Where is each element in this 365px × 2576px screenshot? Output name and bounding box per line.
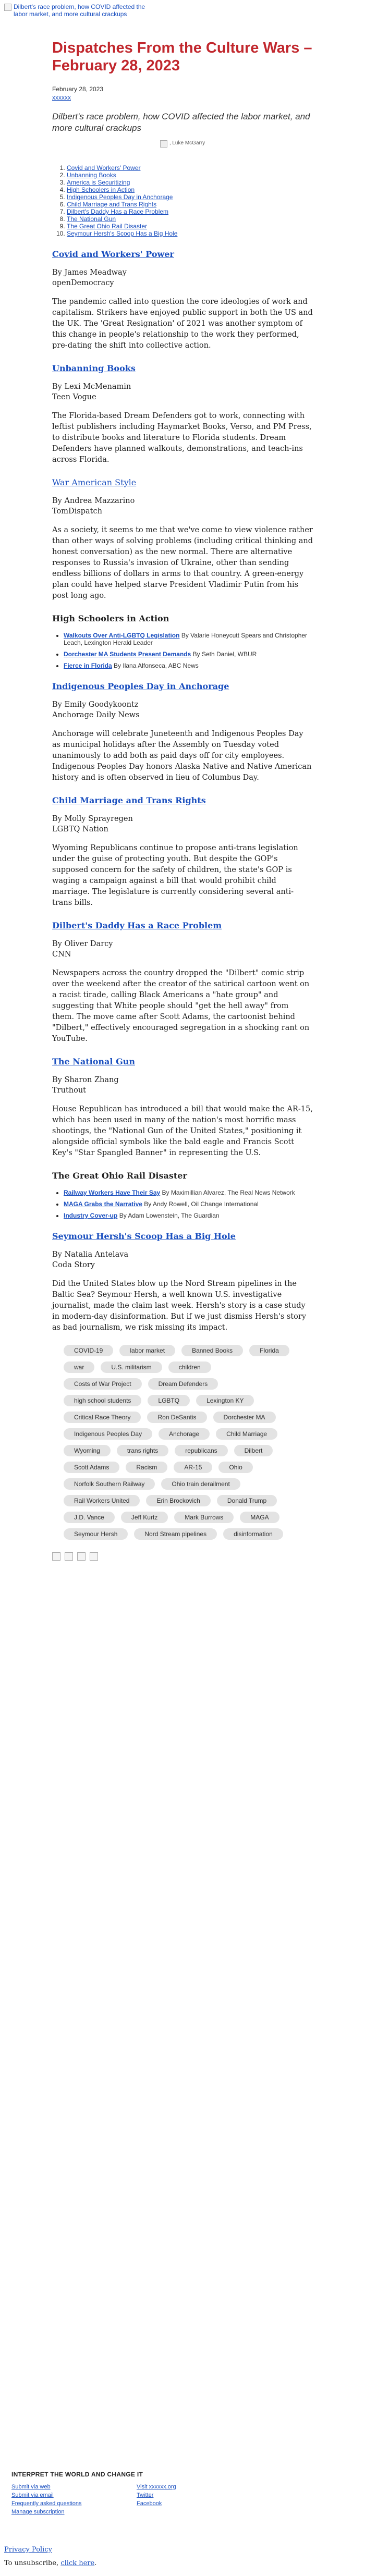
article-author: By Molly Sprayregen (52, 815, 133, 823)
article-link[interactable]: Industry Cover-up (64, 1212, 118, 1219)
author-link[interactable]: xxxxxx (52, 94, 71, 101)
table-of-contents (52, 164, 313, 237)
link-list-ohio (52, 1189, 313, 1219)
toc-link[interactable]: Child Marriage and Trans Rights (67, 201, 157, 208)
article-author: By Natalia Antelava (52, 1250, 129, 1259)
banner-alt-text: Dilbert's race problem, how COVID affected the labor market, and more cultural crackups (14, 3, 145, 18)
unsubscribe-text: To unsubscribe, (4, 2559, 61, 2567)
list-item (64, 662, 313, 669)
toc-link[interactable]: Seymour Hersh's Scoop Has a Big Hole (67, 230, 178, 237)
article-body: Wyoming Republicans continue to propose anti-trans legislation under the guise of protecting youth. But despite the GOP's supposed concern for the safety of children, the state's GOP is waging a campaign against a bill that would prohibit child marriage. The legislature is currently considering several anti-trans bills. (52, 844, 298, 907)
article-link[interactable]: MAGA Grabs the Narrative (64, 1200, 142, 1208)
newsletter-column (52, 39, 313, 1561)
fine-print (4, 2545, 96, 2568)
footer-link[interactable]: Visit xxxxxx.org (137, 2484, 176, 2490)
post-date: February 28, 2023 (52, 85, 104, 93)
link-source: By Andy Rowell, Oil Change International (144, 1200, 259, 1208)
article-title-unbanning[interactable]: Unbanning Books (52, 363, 136, 373)
email-icon[interactable] (77, 1552, 86, 1561)
intro-text: Dilbert's race problem, how COVID affected the labor market, and more cultural crackups (52, 112, 310, 133)
tag-pill[interactable]: Banned Books (181, 1345, 243, 1356)
tag-pill[interactable]: Costs of War Project (64, 1378, 142, 1390)
tag-pill[interactable]: Donald Trump (217, 1495, 277, 1506)
toc-link[interactable]: Unbanning Books (67, 171, 116, 179)
tag-pill[interactable]: trans rights (117, 1445, 168, 1456)
article-author: By Sharon Zhang (52, 1076, 119, 1084)
photo-credit: , Luke McGarry (169, 140, 205, 146)
tag-pill[interactable]: Nord Stream pipelines (134, 1528, 217, 1540)
article-outlet: CNN (52, 950, 71, 959)
article-body: As a society, it seems to me that we've come to view violence rather than other ways of solving problems (including critical thinking and honest conversation) as the new normal. There are alternative responses to Russia's invasion of Ukraine, other than sending endless billions of dollars in arms to that country. A green-energy plan could have helped starve President Vladimir Putin from his post long ago. (52, 526, 313, 600)
tag-pill[interactable]: Child Marriage (216, 1428, 277, 1440)
article-body: The Florida-based Dream Defenders got to work, connecting with leftist publishers including Haymarket Books, Verso, and PM Press, to distribute books and literature to Florida students. Dream Defenders have planned walkouts, demonstrations, and teach-ins across Florida. (52, 412, 312, 464)
footer-link[interactable]: Submit via web (11, 2484, 51, 2490)
tag-pill[interactable]: Ohio (218, 1462, 252, 1473)
article-author: By James Meadway (52, 268, 127, 277)
tag-pill[interactable]: Seymour Hersh (64, 1528, 128, 1540)
tag-pill[interactable]: Critical Race Theory (64, 1412, 141, 1423)
tag-pill[interactable]: high school students (64, 1395, 141, 1406)
article-author: By Lexi McMenamin (52, 383, 131, 391)
tag-pill[interactable]: Dream Defenders (148, 1378, 218, 1390)
list-item (64, 1212, 313, 1219)
article-outlet: Anchorage Daily News (52, 711, 140, 719)
tag-pill[interactable]: Norfolk Southern Railway (64, 1478, 155, 1490)
tag-pill[interactable]: Racism (126, 1462, 167, 1473)
broken-image-icon (4, 4, 11, 11)
toc-link[interactable]: The Great Ohio Rail Disaster (67, 223, 148, 230)
article-title-indigenous[interactable]: Indigenous Peoples Day in Anchorage (52, 681, 229, 691)
footer-empty (137, 2508, 262, 2516)
tag-pill[interactable]: Indigenous Peoples Day (64, 1428, 152, 1440)
twitter-icon[interactable] (65, 1552, 73, 1561)
link-source: By Valarie Honeycutt Spears and Christopher Leach, Lexington Herald Leader (64, 632, 308, 646)
tag-pill[interactable]: Jeff Kurtz (121, 1512, 168, 1523)
tag-pill[interactable]: COVID-19 (64, 1345, 113, 1356)
list-item (64, 651, 313, 658)
link-source: By Ilana Alfonseca, ABC News (114, 662, 199, 669)
footer-links (11, 2483, 293, 2516)
tag-pill[interactable]: Scott Adams (64, 1462, 119, 1473)
article-author: By Oliver Darcy (52, 940, 113, 948)
article-body: House Republican has introduced a bill that would make the AR-15, which has been used in many of the nation's most horrific mass shootings, the "National Gun of the United States," positioning it alongside official symbols like the bald eagle and Francis Scott Key's "Star Spangled Banner" in representing the U.S. (52, 1105, 313, 1157)
tag-pill[interactable]: Anchorage (159, 1428, 210, 1440)
article-outlet: LGBTQ Nation (52, 825, 108, 833)
tag-pill[interactable]: Wyoming (64, 1445, 111, 1456)
tag-pill[interactable]: Florida (249, 1345, 289, 1356)
footer-link[interactable]: Facebook (137, 2500, 162, 2507)
article-outlet: Truthout (52, 1086, 87, 1095)
tag-pill[interactable]: Ohio train derailment (161, 1478, 240, 1490)
share-icon[interactable] (90, 1552, 98, 1561)
social-icons (52, 1552, 313, 1561)
article-body: The pandemic called into question the core ideologies of work and capitalism. Strikers have enjoyed public support in both the US and the UK. The 'Great Resignation' of 2021 was another symptom of this change in people's relationship to the work they performed, pre-dating the shift into collective action. (52, 298, 313, 350)
footer-heading: INTERPRET THE WORLD AND CHANGE IT (11, 2471, 143, 2478)
tag-pill[interactable]: children (168, 1361, 211, 1373)
article-outlet: Teen Vogue (52, 393, 96, 401)
broken-image-icon (160, 140, 167, 148)
article-link[interactable]: Walkouts Over Anti-LGBTQ Legislation (64, 632, 180, 639)
toc-link[interactable]: Covid and Workers' Power (67, 164, 141, 171)
banner-image (4, 3, 161, 18)
article-link[interactable]: Fierce in Florida (64, 662, 112, 669)
footer (11, 2471, 293, 2516)
article-author: By Andrea Mazzarino (52, 497, 135, 505)
tag-pill[interactable]: U.S. militarism (101, 1361, 162, 1373)
link-source: By Maximillian Alvarez, The Real News Network (162, 1189, 295, 1196)
tag-pill[interactable]: Mark Burrows (174, 1512, 234, 1523)
section-heading-ohio: The Great Ohio Rail Disaster (52, 1171, 187, 1181)
article-outlet: openDemocracy (52, 279, 114, 287)
tag-cloud (64, 1345, 293, 1540)
tag-pill[interactable]: J.D. Vance (64, 1512, 115, 1523)
footer-link[interactable]: Submit via email (11, 2492, 54, 2498)
unsubscribe-suffix: . (94, 2559, 97, 2567)
toc-link[interactable]: America is Securitizing (67, 179, 130, 186)
tag-pill[interactable]: Rail Workers United (64, 1495, 140, 1506)
footer-link[interactable]: Manage subscription (11, 2509, 65, 2515)
footer-link[interactable]: Frequently asked questions (11, 2500, 82, 2507)
article-body: Newspapers across the country dropped the "Dilbert" comic strip over the weekend after the creator of the satirical cartoon went on a racist tirade, calling Black Americans a "hate group" and suggesting that White people should "get the hell away" from them. The move came after Scott Adams, the cartoonist behind "Dilbert," effectively encouraged segregation in a shocking rant on YouTube. (52, 969, 310, 1043)
tag-pill[interactable]: LGBTQ (148, 1395, 190, 1406)
tag-pill[interactable]: labor market (119, 1345, 175, 1356)
tag-pill[interactable]: MAGA (240, 1512, 279, 1523)
tag-pill[interactable]: AR-15 (174, 1462, 212, 1473)
toc-link[interactable]: Dilbert's Daddy Has a Race Problem (67, 208, 169, 215)
list-item (64, 1200, 313, 1208)
article-author: By Emily Goodykoontz (52, 701, 139, 709)
toc-link[interactable]: The National Gun (67, 215, 116, 223)
link-list-highschool (52, 632, 313, 669)
article-link[interactable]: Railway Workers Have Their Say (64, 1189, 161, 1196)
toc-link[interactable]: High Schoolers in Action (67, 186, 135, 193)
tag-pill[interactable]: Ron DeSantis (147, 1412, 206, 1423)
article-outlet: TomDispatch (52, 507, 102, 516)
tag-pill[interactable]: republicans (175, 1445, 227, 1456)
unsubscribe-link[interactable]: click here (60, 2559, 95, 2567)
header-photo (154, 140, 211, 155)
article-link[interactable]: Dorchester MA Students Present Demands (64, 651, 191, 658)
article-title-dilbert[interactable]: Dilbert's Daddy Has a Race Problem (52, 921, 222, 930)
article-title-gun[interactable]: The National Gun (52, 1057, 135, 1066)
tag-pill[interactable]: disinformation (223, 1528, 283, 1540)
tag-pill[interactable]: Dorchester MA (213, 1412, 276, 1423)
list-item (64, 632, 313, 646)
article-outlet: Coda Story (52, 1261, 95, 1269)
tag-pill[interactable]: Lexington KY (196, 1395, 254, 1406)
article-title-covid[interactable]: Covid and Workers' Power (52, 249, 174, 259)
link-source: By Seth Daniel, WBUR (192, 651, 257, 658)
article-title-hersh[interactable]: Seymour Hersh's Scoop Has a Big Hole (52, 1231, 236, 1241)
section-heading-highschool: High Schoolers in Action (52, 614, 169, 623)
page-title: Dispatches From the Culture Wars – February 28, 2023 (52, 40, 312, 74)
toc-link[interactable]: Indigenous Peoples Day in Anchorage (67, 193, 173, 201)
tag-pill[interactable]: war (64, 1361, 94, 1373)
link-source: By Adam Lowenstein, The Guardian (119, 1212, 220, 1219)
tag-pill[interactable]: Dilbert (234, 1445, 273, 1456)
tag-pill[interactable]: Erin Brockovich (146, 1495, 210, 1506)
article-title-war[interactable]: War American Style (52, 477, 137, 487)
article-body: Anchorage will celebrate Juneteenth and Indigenous Peoples Day as municipal holidays after the Assembly on Tuesday voted unanimously to add both as paid days off for city employees. Indigenous Peoples Day honors Alaska Native and Native American history and is often observed in lieu of Columbus Day. (52, 730, 312, 782)
list-item (64, 1189, 313, 1196)
facebook-icon[interactable] (52, 1552, 60, 1561)
footer-link[interactable]: Twitter (137, 2492, 154, 2498)
article-title-child[interactable]: Child Marriage and Trans Rights (52, 795, 206, 805)
privacy-policy-link[interactable]: Privacy Policy (4, 2546, 52, 2554)
article-body: Did the United States blow up the Nord Stream pipelines in the Baltic Sea? Seymour Hersh, a well known U.S. investigative journalist, made the claim last week. Hersh's story is a case study in modern-day disinformation. But if we just dismiss Hersh's story as bad journalism, we risk missing its impact. (52, 1280, 307, 1332)
